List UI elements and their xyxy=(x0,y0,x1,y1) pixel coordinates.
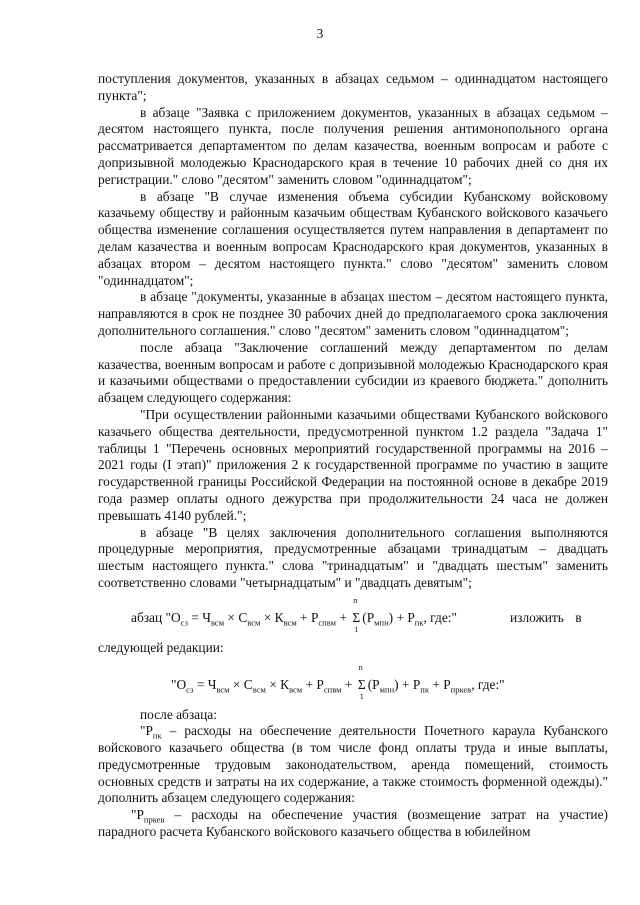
formula-new xyxy=(98,663,608,701)
rpk-definition: "$Р_{пк}$ – расходы на обеспечение деятельности Почетного караула Кубанского войскового казачьего общества (в том числе фонд оплаты труда и иные выплаты, предусмотренные трудовым законодательством, аренда помещений, стоимость основных средств и затраты на их содержание, а также стоимость форменной одежды)." дополнить абзацем следующего содержания: xyxy=(98,723,608,806)
paragraph-1: поступления документов, указанных в абзацах седьмом – одиннадцатом настоящего пункта"; xyxy=(98,71,608,103)
formula-old-instruction: изложить в xyxy=(510,609,582,625)
paragraph-2: в абзаце "Заявка с приложением документов, указанных в абзацах седьмом – десятом настоящего пункта, после получения решения антимонопольного органа рассматривается департаментом по делам казачества, военным вопросам и работе с допризывной молодежью Краснодарского края в течение 10 рабочих дней со дня их регистрации." слово "десятом" заменить словом "одиннадцатом"; xyxy=(98,104,608,187)
sum-symbol: n Σ 1 xyxy=(357,663,366,702)
formula-new-expression: "$О_{сз} = Ч_{всм} \times С_{всм} \times К_{всм} + Р_{спвм}$ + n Σ 1 $(Р_{мпн}) + Р_{пк} + Р_{пркев}$, где:" xyxy=(171,663,505,702)
paragraph-6: "При осуществлении районными казачьими обществами Кубанского войскового казачьего общества деятельности, предусмотренной пунктом 1.2 раздела "Задача 1" таблицы 1 "Перечень основных мероприятий государственной программы на 2016 – 2021 годы (I этап)" приложения 2 к государственной программе по участию в защите государственной границы Российской Федерации на постоянной основе в декабре 2019 года размер оплаты одного дежурства при продолжительности 24 часа не должен превышать 4140 рублей."; xyxy=(98,406,608,523)
document-body xyxy=(98,71,608,841)
formula-old-expression: абзац "$О_{сз} = Ч_{всм} \times С_{всм} \times К_{всм} + Р_{спвм}$ + n Σ 1 $(Р_{мпн}) + Р_{пк}$, где:" xyxy=(131,596,457,635)
sum-symbol: n Σ 1 xyxy=(352,596,361,635)
page-number: 3 xyxy=(316,26,324,41)
formula-old xyxy=(98,596,608,636)
rprkkv-definition: "$Р_{пркев}$ – расходы на обеспечение участия (возмещение затрат на участие) парадного расчета Кубанского войскового казачьего общества в юбилейном xyxy=(98,807,608,840)
after-paragraph-label: после абзаца: xyxy=(140,706,217,722)
paragraph-7: в абзаце "В целях заключения дополнительного соглашения выполняются процедурные мероприятия, предусмотренные абзацами тринадцатым – двадцать шестым настоящего пункта." слова "тринадцатым" и "двадцать шестым" заменить соответственно словами "четырнадцатым" и "двадцать девятым"; xyxy=(98,524,608,590)
paragraph-3: в абзаце "В случае изменения объема субсидии Кубанскому войсковому казачьему обществу и районным казачьим обществам Кубанского войскового казачьего общества изменение соглашения осуществляется путем направления в департамент по делам казачества и военным вопросам Краснодарского края документов, указанных в абзацах втором – десятом настоящего пункта." слово "десятом" заменить словом "одиннадцатом"; xyxy=(98,188,608,288)
next-edition-label: следующей редакции: xyxy=(98,639,224,655)
paragraph-5: после абзаца "Заключение соглашений между департаментом по делам казачества, военным вопросам и работе с допризывной молодежью Краснодарского края и казачьими обществами о предоставлении субсидии из краевого бюджета." дополнить абзацем следующего содержания: xyxy=(98,339,608,406)
paragraph-4: в абзаце "документы, указанные в абзацах шестом – десятом настоящего пункта, направляются в срок не позднее 30 рабочих дней до предполагаемого срока заключения дополнительного соглашения." слово "десятом" заменить словом "одиннадцатом"; xyxy=(98,289,608,338)
